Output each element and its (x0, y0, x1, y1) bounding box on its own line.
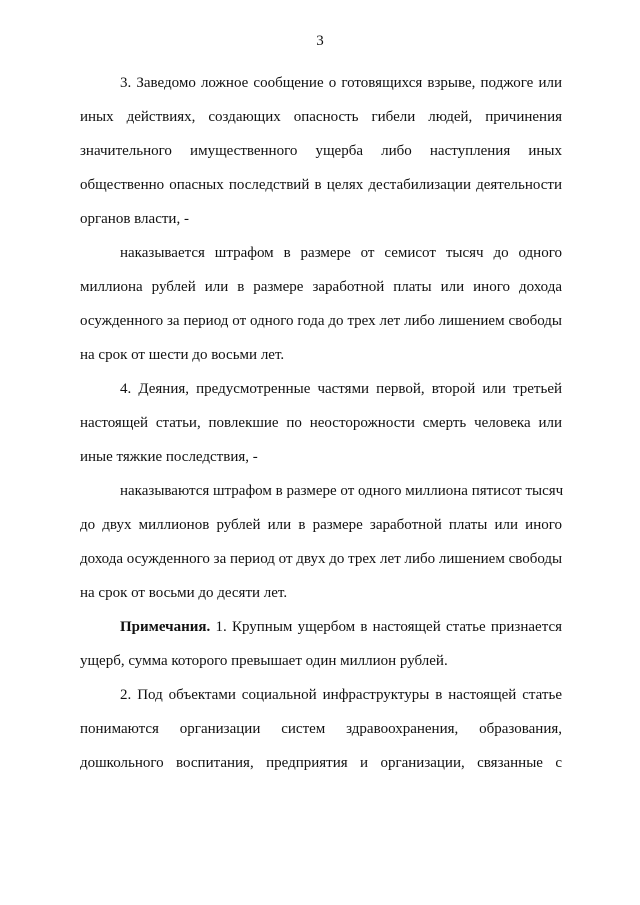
text-line: органов власти, - (80, 211, 189, 227)
text-line: значительного имущественного ущерба либо наступления иных (80, 143, 562, 159)
note-label: Примечания. (120, 619, 211, 635)
text-line: иных действиях, создающих опасность гибели людей, причинения (80, 109, 562, 125)
text-line: 4. Деяния, предусмотренные частями первой, второй или третьей (120, 381, 562, 397)
page-number: 3 (316, 33, 324, 49)
paragraph-part-3 (80, 66, 562, 236)
paragraph-note-1 (80, 610, 562, 678)
text-line: на срок от восьми до десяти лет. (80, 585, 288, 601)
paragraph-penalty-4 (80, 474, 562, 610)
text-line: ущерб, сумма которого превышает один миллион рублей. (80, 653, 448, 669)
note-text: 1. Крупным ущербом в настоящей статье признается (210, 619, 562, 635)
paragraph-note-2 (80, 678, 562, 780)
text-line: дошкольного воспитания, предприятия и организации, связанные с (80, 755, 562, 771)
text-line: настоящей статьи, повлекшие по неосторожности смерть человека или (80, 415, 562, 431)
paragraph-part-4 (80, 372, 562, 474)
text-line: общественно опасных последствий в целях дестабилизации деятельности (80, 177, 562, 193)
text-line (80, 610, 562, 644)
text-line: понимаются организации систем здравоохранения, образования, (80, 721, 562, 737)
text-line: миллиона рублей или в размере заработной платы или иного дохода (80, 279, 562, 295)
document-body (80, 66, 562, 780)
text-line: дохода осужденного за период от двух до трех лет либо лишением свободы (80, 551, 563, 567)
text-line: до двух миллионов рублей или в размере заработной платы или иного (80, 517, 562, 533)
text-line: наказываются штрафом в размере от одного миллиона пятисот тысяч (120, 483, 564, 499)
text-line: 2. Под объектами социальной инфраструктуры в настоящей статье (120, 687, 562, 703)
paragraph-penalty-3 (80, 236, 562, 372)
text-line: 3. Заведомо ложное сообщение о готовящихся взрыве, поджоге или (120, 75, 562, 91)
text-line: наказывается штрафом в размере от семисот тысяч до одного (120, 245, 562, 261)
text-line: на срок от шести до восьми лет. (80, 347, 285, 363)
text-line: иные тяжкие последствия, - (80, 449, 258, 465)
text-line: осужденного за период от одного года до трех лет либо лишением свободы (80, 313, 562, 329)
